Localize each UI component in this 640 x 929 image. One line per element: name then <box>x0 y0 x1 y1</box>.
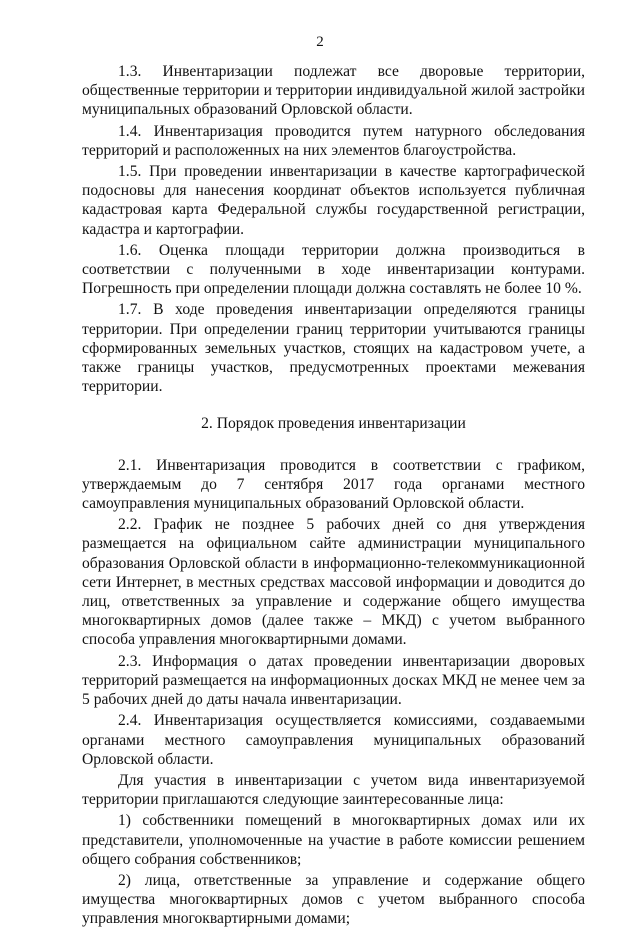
paragraph-1-7: 1.7. В ходе проведения инвентаризации определяются границы территории. При определении границ территории учитываются границы сформированных земельных участков, стоящих на кадастровом учете, а также границы участков, предусмотренных проектами межевания территории. <box>82 301 585 396</box>
paragraph-participants-intro: Для участия в инвентаризации с учетом вида инвентаризуемой территории приглашаются следующие заинтересованные лица: <box>82 771 585 809</box>
paragraph-1-6: 1.6. Оценка площади территории должна производиться в соответствии с полученными в ходе инвентаризации контурами. Погрешность при определении площади должна составлять не более 10 %. <box>82 241 585 298</box>
paragraph-2-3: 2.3. Информация о датах проведении инвентаризации дворовых территорий размещается на информационных досках МКД не менее чем за 5 рабочих дней до даты начала инвентаризации. <box>82 652 585 709</box>
paragraph-1-5: 1.5. При проведении инвентаризации в качестве картографической подосновы для нанесения координат объектов используется публичная кадастровая карта Федеральной службы государственной регистрации, кадастра и картографии. <box>82 163 585 238</box>
paragraph-1-4: 1.4. Инвентаризация проводится путем натурного обследования территорий и расположенных на них элементов благоустройства. <box>82 122 585 159</box>
paragraph-2-4: 2.4. Инвентаризация осуществляется комиссиями, создаваемыми органами местного самоуправления муниципальных образований Орловской области. <box>82 712 585 768</box>
paragraph-1-3: 1.3. Инвентаризации подлежат все дворовые территории, общественные территории и территории индивидуальной жилой застройки муниципальных образований Орловской области. <box>82 63 585 119</box>
document-body <box>82 62 585 929</box>
paragraph-2-2: 2.2. График не позднее 5 рабочих дней со дня утверждения размещается на официальном сайте администрации муниципального образования Орловской области в информационно-телекоммуникационной сети Интернет, в местных средствах массовой информации и доводится до лиц, ответственных за управление и содержание общего имущества многоквартирных домов (далее также – МКД) с учетом выбранного способа управления многоквартирными домами. <box>82 516 585 649</box>
page-number: 2 <box>316 34 324 50</box>
list-item-1: 1) собственники помещений в многоквартирных домах или их представители, уполномоченные на участие в работе комиссии решением общего собрания собственников; <box>82 812 585 868</box>
section-title: 2. Порядок проведения инвентаризации <box>201 415 466 433</box>
list-item-2: 2) лица, ответственные за управление и содержание общего имущества многоквартирных домов с учетом выбранного способа управления многоквартирными домами; <box>82 871 585 928</box>
paragraph-2-1: 2.1. Инвентаризация проводится в соответствии с графиком, утверждаемым до 7 сентября 2017 года органами местного самоуправления муниципальных образований Орловской области. <box>82 456 585 513</box>
